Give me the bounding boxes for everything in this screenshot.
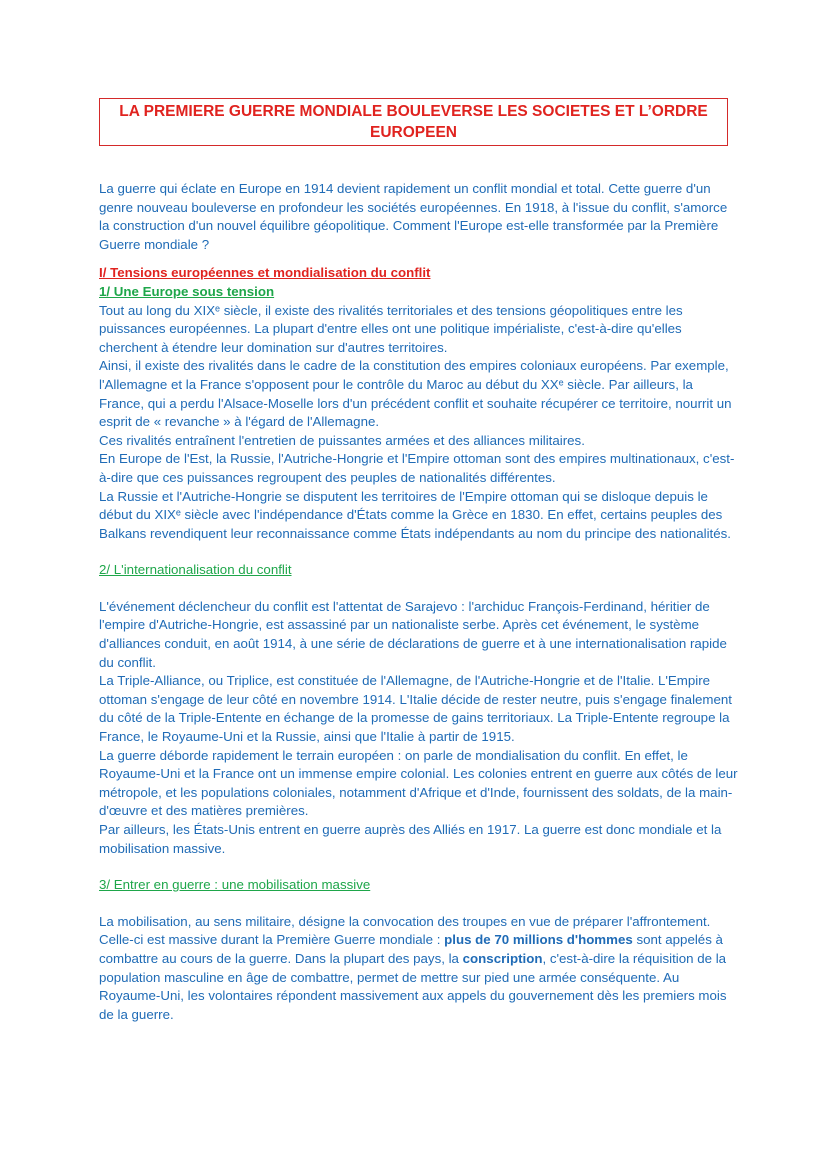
section-1-paragraph: La Russie et l'Autriche-Hongrie se disputent les territoires de l'Empire ottoman qui se disloque depuis le début du XIXᵉ siècle avec l'indépendance d'États comme la Grèce en 1830. En effet, certains peuples des Balkans revendiquent leur reconnaissance comme États indépendants au nom du principe des nationalités.: [99, 488, 731, 541]
section-2-heading: 2/ L'internationalisation du conflit: [99, 562, 292, 578]
section-3-heading: 3/ Entrer en guerre : une mobilisation massive: [99, 877, 371, 893]
section-1-paragraph: Ainsi, il existe des rivalités dans le cadre de la constitution des empires coloniaux européens. Par exemple, l'Allemagne et la France s'opposent pour le contrôle du Maroc au début du XXᵉ siècle. Par ailleurs, la France, qui a perdu l'Alsace-Moselle lors d'un précédent conflit et souhaite récupérer ce territoire, nourrit un esprit de « revanche » à l'égard de l'Allemagne.: [99, 358, 732, 430]
section-2-paragraph: L'événement déclencheur du conflit est l'attentat de Sarajevo : l'archiduc François-Ferdinand, héritier de l'empire d'Autriche-Hongrie, est assassiné par un nationaliste serbe. Après cet événement, le système d'alliances conduit, en août 1914, à une série de déclarations de guerre et à une internationalisation rapide du conflit.: [99, 598, 727, 670]
section-3-text-start: La mobilisation, au sens militaire, désigne la convocation des troupes en vue de préparer l'affrontement. Celle-ci est massive durant la Première Guerre mondiale :: [99, 913, 711, 948]
title-line-1: LA PREMIERE GUERRE MONDIALE BOULEVERSE LES SOCIETES ET L’ORDRE: [119, 103, 708, 120]
intro-paragraph: La guerre qui éclate en Europe en 1914 devient rapidement un conflit mondial et total. Cette guerre d'un genre nouveau bouleverse en profondeur les sociétés européennes. En 1918, à l'issue du conflit, s'amorce la construction d'un nouvel équilibre géopolitique. Comment l'Europe est-elle transformée par la Première Guerre mondiale ?: [99, 181, 728, 252]
part-1-heading: I/ Tensions européennes et mondialisation du conflit: [99, 265, 431, 281]
document-body: [99, 180, 739, 1024]
section-1-paragraph: En Europe de l'Est, la Russie, l'Autriche-Hongrie et l'Empire ottoman sont des empires multinationaux, c'est-à-dire que ces puissances regroupent des peuples de nationalités différentes.: [99, 451, 735, 485]
section-3-text-mid: sont appelés à combattre au cours de la guerre. Dans la plupart des pays, la: [99, 932, 723, 966]
section-2-body: [99, 598, 739, 858]
document-title: [99, 98, 728, 146]
section-1-body: [99, 302, 739, 544]
section-2-paragraph: Par ailleurs, les États-Unis entrent en guerre auprès des Alliés en 1917. La guerre est donc mondiale et la mobilisation massive.: [99, 822, 722, 856]
section-3-bold-mobilisation: plus de 70 millions d'hommes: [444, 932, 633, 948]
section-3-paragraph: [99, 913, 739, 1025]
section-1-paragraph: Tout au long du XIXᵉ siècle, il existe des rivalités territoriales et des tensions géopolitiques entre les puissances européennes. La plupart d'entre elles ont une politique impérialiste, c'est-à-dire qu'elles cherchent à étendre leur domination sur d'autres territoires.: [99, 302, 683, 355]
section-2-paragraph: La Triple-Alliance, ou Triplice, est constituée de l'Allemagne, de l'Autriche-Hongrie et de l'Italie. L'Empire ottoman s'engage de leur côté en novembre 1914. L'Italie décide de rester neutre, puis s'engage finalement du côté de la Triple-Entente en échange de la promesse de gains territoriaux. La Triple-Entente regroupe la France, le Royaume-Uni et la Russie, ainsi que l'Italie à partir de 1915.: [99, 673, 732, 745]
section-1-heading: 1/ Une Europe sous tension: [99, 283, 275, 299]
title-line-2: EUROPEEN: [370, 124, 457, 141]
section-2-paragraph: La guerre déborde rapidement le terrain européen : on parle de mondialisation du conflit. En effet, le Royaume-Uni et la France ont un immense empire colonial. Les colonies entrent en guerre aux côtés de leur métropole, et les populations coloniales, notamment d'Afrique et d'Inde, fournissent des soldats, de la main-d'œuvre et des matières premières.: [99, 747, 738, 819]
section-1-paragraph: Ces rivalités entraînent l'entretien de puissantes armées et des alliances militaires.: [99, 432, 585, 448]
section-3-text-end: , c'est-à-dire la réquisition de la population masculine en âge de combattre, permet de mettre sur pied une armée conséquente. Au Royaume-Uni, les volontaires répondent massivement aux appels du gouvernement dès les premiers mois de la guerre.: [99, 950, 727, 1022]
section-3-bold-conscription: conscription: [462, 950, 543, 966]
